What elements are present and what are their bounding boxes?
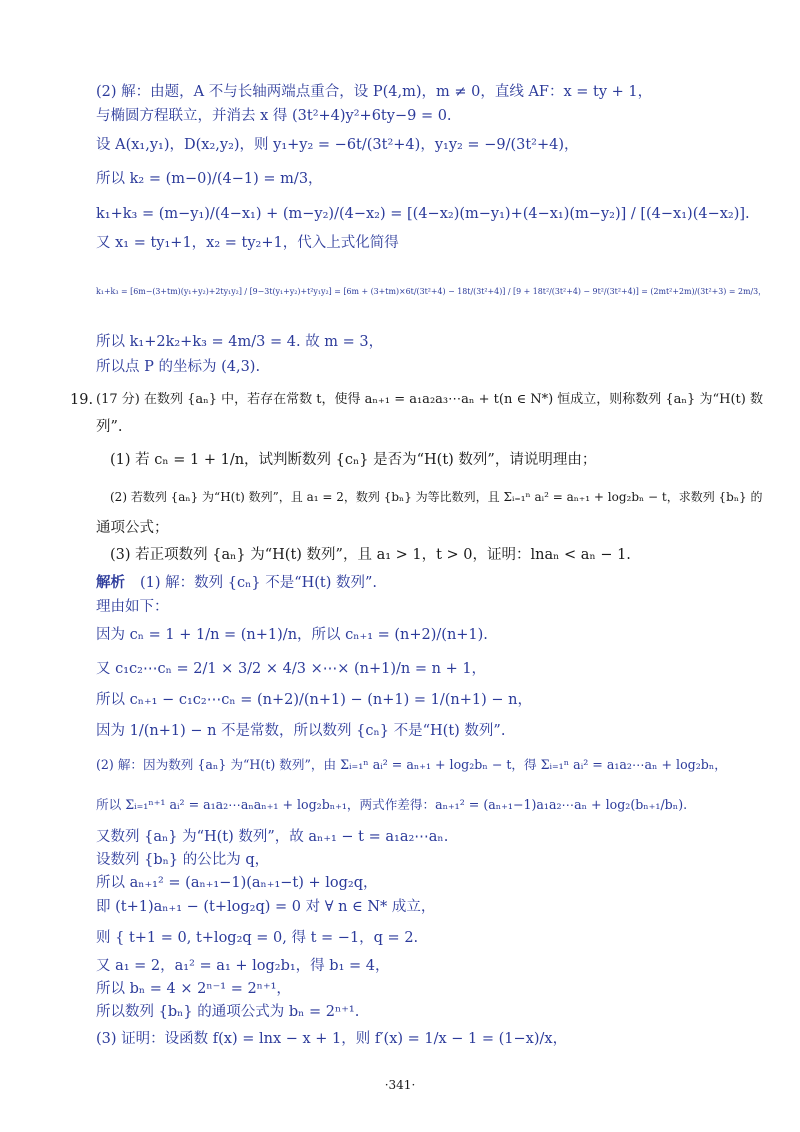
problem19-q1: (1) 若 cₙ = 1 + 1/n，试判断数列 {cₙ} 是否为“H(t) 数列”，请说明理由；	[110, 452, 597, 468]
part2-line-5: k₁+k₃ = (m−y₁)/(4−x₁) + (m−y₂)/(4−x₂) = [(4−x₂)(m−y₁)+(4−x₁)(m−y₂)] / [(4−x₁)(4−x₂)].	[96, 206, 750, 222]
part2-line-6: 又 x₁ = ty₁+1，x₂ = ty₂+1，代入上式化简得	[96, 235, 399, 251]
solution-2-line-6: 即 (t+1)aₙ₊₁ − (t+log₂q) = 0 对 ∀ n ∈ N* 成立，	[96, 899, 436, 915]
solution-2-line-9: 所以 bₙ = 4 × 2ⁿ⁻¹ = 2ⁿ⁺¹，	[96, 981, 291, 997]
page-number: ·341·	[384, 1078, 416, 1092]
part2-line-1: (2) 解：由题，A 不与长轴两端点重合，设 P(4,m)，m ≠ 0，直线 AF：x = ty + 1，	[96, 84, 653, 100]
part2-line-4: 所以 k₂ = (m−0)/(4−1) = m/3，	[96, 171, 323, 187]
part2-line-2: 与椭圆方程联立，并消去 x 得 (3t²+4)y²+6ty−9 = 0.	[96, 108, 452, 124]
problem19-stem-1: (17 分) 在数列 {aₙ} 中，若存在常数 t，使得 aₙ₊₁ = a₁a₂a₃⋯aₙ + t(n ∈ N*) 恒成立，则称数列 {aₙ} 为“H(t) 数	[96, 392, 763, 407]
solution-2-line-7: 则 { t+1 = 0, t+log₂q = 0, 得 t = −1，q = 2.	[96, 930, 419, 946]
solution-1-line-3: 因为 cₙ = 1 + 1/n = (n+1)/n，所以 cₙ₊₁ = (n+2)/(n+1).	[96, 627, 488, 643]
part2-line-9: 所以点 P 的坐标为 (4,3).	[96, 359, 261, 375]
part2-line-8: 所以 k₁+2k₂+k₃ = 4m/3 = 4. 故 m = 3，	[96, 334, 384, 350]
solution-2-line-3: 又数列 {aₙ} 为“H(t) 数列”，故 aₙ₊₁ − t = a₁a₂⋯aₙ.	[96, 829, 449, 845]
problem-number: 19.	[70, 392, 94, 408]
problem19-q2-line-1: (2) 若数列 {aₙ} 为“H(t) 数列”，且 a₁ = 2，数列 {bₙ} 为等比数列，且 Σᵢ₌₁ⁿ aᵢ² = aₙ₊₁ + log₂bₙ − t，求数列 {bₙ} 的	[110, 490, 763, 504]
problem19-q2-line-2: 通项公式；	[96, 520, 169, 536]
solution-2-line-2: 所以 Σᵢ₌₁ⁿ⁺¹ aᵢ² = a₁a₂⋯aₙaₙ₊₁ + log₂bₙ₊₁，两式作差得：aₙ₊₁² = (aₙ₊₁−1)a₁a₂⋯aₙ + log₂(bₙ₊₁/bₙ).	[96, 797, 688, 812]
solution-2-line-5: 所以 aₙ₊₁² = (aₙ₊₁−1)(aₙ₊₁−t) + log₂q，	[96, 875, 378, 891]
solution-2-line-10: 所以数列 {bₙ} 的通项公式为 bₙ = 2ⁿ⁺¹.	[96, 1004, 360, 1020]
problem19-q3: (3) 若正项数列 {aₙ} 为“H(t) 数列”，且 a₁ > 1，t > 0，证明：lnaₙ < aₙ − 1.	[110, 547, 631, 563]
part2-line-7: k₁+k₃ = [6m−(3+tm)(y₁+y₂)+2ty₁y₂] / [9−3t(y₁+y₂)+t²y₁y₂] = [6m + (3+tm)×6t/(3t²+4) − 18t/(3t²+4)] / [9 + 18t²/(3t²+4) − 9t²/(3t²+4)] = (2mt²+2m)/(3t²+3) = 2m/3，	[96, 287, 767, 296]
solution-1-line-6: 因为 1/(n+1) − n 不是常数，所以数列 {cₙ} 不是“H(t) 数列”.	[96, 723, 506, 739]
problem19-stem-2: 列”.	[96, 419, 123, 435]
solution-2-line-1: (2) 解：因为数列 {aₙ} 为“H(t) 数列”，由 Σᵢ₌₁ⁿ aᵢ² = aₙ₊₁ + log₂bₙ − t，得 Σᵢ₌₁ⁿ aᵢ² = a₁a₂⋯aₙ + log₂bₙ，	[96, 757, 727, 772]
solution-1-line-5: 所以 cₙ₊₁ − c₁c₂⋯cₙ = (n+2)/(n+1) − (n+1) = 1/(n+1) − n，	[96, 692, 533, 708]
solution-2-line-8: 又 a₁ = 2，a₁² = a₁ + log₂b₁，得 b₁ = 4，	[96, 958, 390, 974]
solution-label: 解析	[96, 574, 125, 591]
solution-1-line-1: (1) 解：数列 {cₙ} 不是“H(t) 数列”.	[140, 575, 378, 591]
solution-3-line-1: (3) 证明：设函数 f(x) = lnx − x + 1，则 f′(x) = 1/x − 1 = (1−x)/x，	[96, 1031, 568, 1047]
solution-1-line-2: 理由如下：	[96, 599, 169, 615]
solution-2-line-4: 设数列 {bₙ} 的公比为 q，	[96, 852, 270, 868]
part2-line-3: 设 A(x₁,y₁)，D(x₂,y₂)，则 y₁+y₂ = −6t/(3t²+4)，y₁y₂ = −9/(3t²+4)，	[96, 137, 579, 153]
solution-1-line-4: 又 c₁c₂⋯cₙ = 2/1 × 3/2 × 4/3 ×⋯× (n+1)/n = n + 1，	[96, 661, 487, 677]
